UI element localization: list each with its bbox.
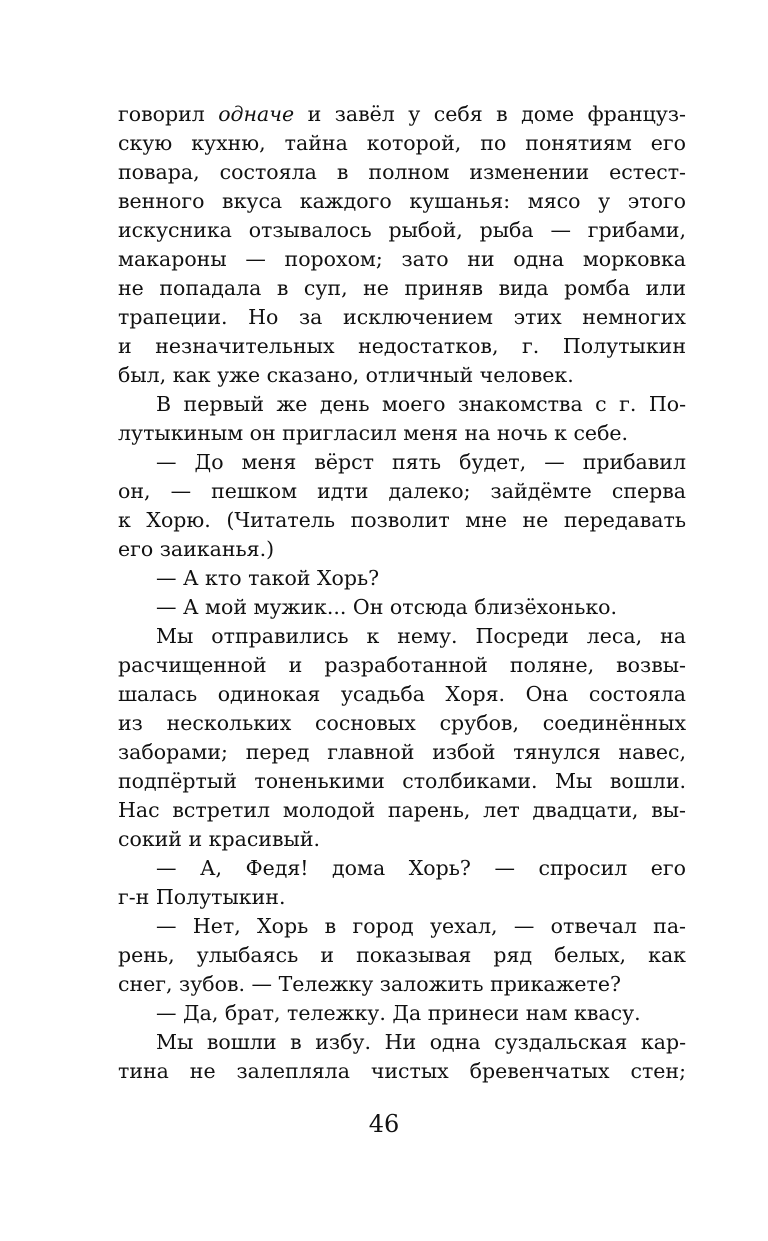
text-line: и незначительных недостатков, г. Полутыкин xyxy=(118,334,686,358)
paragraph-start-line: Мы вошли в избу. Ни одна суздальская кар- xyxy=(156,1030,686,1054)
text-line: г-н Полутыкин. xyxy=(118,885,286,909)
page-number: 46 xyxy=(368,1110,400,1138)
dialogue-line: — До меня вёрст пять будет, — прибавил xyxy=(156,450,686,474)
italic-word: одначе xyxy=(218,102,295,126)
text-line: Нас встретил молодой парень, лет двадцати, вы- xyxy=(118,798,686,822)
text-line: трапеции. Но за исключением этих немногих xyxy=(118,305,686,329)
dialogue-line: — А мой мужик... Он отсюда близёхонько. xyxy=(156,595,618,619)
text-line: его заиканья.) xyxy=(118,537,275,561)
text-line: расчищенной и разработанной поляне, возвы- xyxy=(118,653,686,677)
text-line: подпёртый тоненькими столбиками. Мы вошли. xyxy=(118,769,686,793)
paragraph-start-line: В первый же день моего знакомства с г. По- xyxy=(156,392,686,416)
text-line: он, — пешком идти далеко; зайдёмте сперва xyxy=(118,479,686,503)
book-page-text xyxy=(118,100,686,1086)
paragraph-start-line: Мы отправились к нему. Посреди леса, на xyxy=(156,624,686,648)
text-line: говорил одначе и завёл у себя в доме француз- xyxy=(118,102,686,126)
text-line: шалась одинокая усадьба Хоря. Она состояла xyxy=(118,682,686,706)
text-line: к Хорю. (Читатель позволит мне не передавать xyxy=(118,508,686,532)
text-line: не попадала в суп, не приняв вида ромба или xyxy=(118,276,686,300)
text-line: скую кухню, тайна которой, по понятиям его xyxy=(118,131,686,155)
text-line: был, как уже сказано, отличный человек. xyxy=(118,363,574,387)
dialogue-line: — Нет, Хорь в город уехал, — отвечал па- xyxy=(156,914,686,938)
dialogue-line: — А кто такой Хорь? xyxy=(156,566,380,590)
text-line: из нескольких сосновых срубов, соединённых xyxy=(118,711,686,735)
text-line: заборами; перед главной избой тянулся навес, xyxy=(118,740,686,764)
text-line: лутыкиным он пригласил меня на ночь к себе. xyxy=(118,421,629,445)
text-line: сокий и красивый. xyxy=(118,827,320,851)
text-line: рень, улыбаясь и показывая ряд белых, как xyxy=(118,943,686,967)
text-line: венного вкуса каждого кушанья: мясо у этого xyxy=(118,189,686,213)
dialogue-line: — Да, брат, тележку. Да принеси нам квасу. xyxy=(156,1001,641,1025)
dialogue-line: — А, Федя! дома Хорь? — спросил его xyxy=(156,856,686,880)
text-line: тина не залепляла чистых бревенчатых стен; xyxy=(118,1059,686,1083)
text-line: макароны — порохом; зато ни одна морковка xyxy=(118,247,686,271)
text-line: повара, состояла в полном изменении естест- xyxy=(118,160,686,184)
text-line: искусника отзывалось рыбой, рыба — грибами, xyxy=(118,218,686,242)
text-line: снег, зубов. — Тележку заложить прикажете? xyxy=(118,972,622,996)
